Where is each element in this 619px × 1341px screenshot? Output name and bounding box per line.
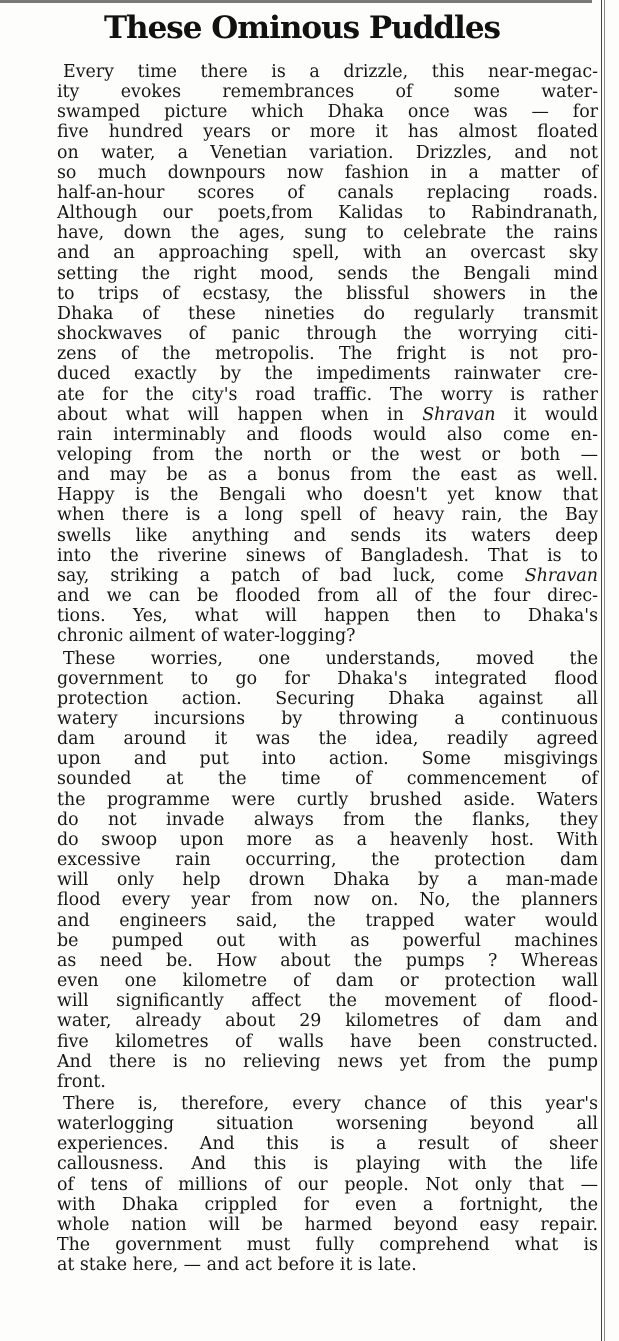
article-line: upon and put into action. Some misgivings — [57, 749, 598, 770]
article-line: so much downpours now fashion in a matter of — [57, 162, 598, 183]
article-line: duced exactly by the impediments rainwater cre- — [57, 364, 598, 385]
article-line: Although our poets,from Kalidas to Rabindranath, — [57, 203, 598, 224]
article-line: ity evokes remembrances of some water- — [57, 82, 598, 103]
article-line: do not invade always from the flanks, they — [57, 809, 598, 830]
article-line: with Dhaka crippled for even a fortnight, the — [57, 1194, 598, 1215]
article-line: ate for the city's road traffic. The worry is rather — [57, 384, 598, 405]
article-line: and engineers said, the trapped water would — [57, 910, 598, 931]
article-line: half-an-hour scores of canals replacing roads. — [57, 182, 598, 203]
article-line: at stake here, — and act before it is late. — [57, 1255, 417, 1276]
article-line: experiences. And this is a result of sheer — [57, 1134, 598, 1155]
article-paragraph — [57, 649, 598, 1092]
article-line: tions. Yes, what will happen then to Dhaka's — [57, 606, 598, 627]
article-line: zens of the metropolis. The fright is not pro- — [57, 344, 598, 365]
article-line: dam around it was the idea, readily agreed — [57, 729, 598, 750]
article-line: Happy is the Bengali who doesn't yet know that — [57, 485, 598, 506]
article-line: watery incursions by throwing a continuous — [57, 709, 598, 729]
article-line: swells like anything and sends its waters deep — [57, 525, 598, 546]
article-line: waterlogging situation worsening beyond all — [57, 1114, 598, 1135]
article-line: Every time there is a drizzle, this near-megac- — [63, 62, 598, 82]
article-line: veloping from the north or the west or both — — [57, 444, 598, 465]
article-line: These worries, one understands, moved the — [63, 648, 598, 669]
top-rule — [0, 0, 592, 3]
article-line: say, striking a patch of bad luck, come Shravan — [57, 565, 598, 586]
article-line: water, already about 29 kilometres of dam and — [57, 1011, 598, 1032]
article-line: to trips of ecstasy, the blissful showers in the — [57, 283, 598, 304]
article-paragraph — [57, 1094, 598, 1275]
article-line: five hundred years or more it has almost floated — [57, 122, 598, 143]
article-line: of tens of millions of our people. Not only that — — [57, 1174, 598, 1195]
article-line: sounded at the time of commencement of — [57, 769, 598, 790]
article-line: There is, therefore, every chance of this year's — [63, 1093, 598, 1114]
article-line: into the riverine sinews of Bangladesh. That is to — [57, 545, 598, 566]
article-line: government to go for Dhaka's integrated flood — [57, 668, 598, 689]
article-line: Dhaka of these nineties do regularly transmit — [57, 303, 598, 324]
article-line: have, down the ages, sung to celebrate the rains — [57, 223, 598, 244]
article-paragraph — [57, 62, 598, 647]
article-line: protection action. Securing Dhaka against all — [57, 688, 598, 709]
article-line: even one kilometre of dam or protection wall — [57, 971, 598, 992]
article-line: excessive rain occurring, the protection dam — [57, 850, 598, 871]
article-body — [57, 62, 598, 1275]
article-line: will only help drown Dhaka by a man-made — [57, 870, 598, 891]
column-rule — [601, 0, 602, 1341]
article-line: whole nation will be harmed beyond easy repair. — [57, 1214, 598, 1235]
article-line: swamped picture which Dhaka once was — for — [57, 102, 598, 123]
article-line: front. — [57, 1071, 106, 1092]
article-line: flood every year from now on. No, the planners — [57, 890, 598, 911]
article-line: five kilometres of walls have been constructed. — [57, 1031, 598, 1052]
article-line: setting the right mood, sends the Bengali mind — [57, 263, 598, 284]
article-line: The government must fully comprehend what is — [57, 1235, 598, 1256]
column-rule-outer — [604, 0, 605, 1341]
article-line: rain interminably and floods would also come en- — [57, 424, 598, 445]
article-line: and we can be flooded from all of the four direc- — [57, 586, 598, 607]
article-line: as need be. How about the pumps ? Whereas — [57, 950, 598, 971]
article-line: and may be as a bonus from the east as well. — [57, 465, 598, 486]
article-line: the programme were curtly brushed aside. Waters — [57, 789, 598, 810]
article-line: will significantly affect the movement of flood- — [57, 991, 598, 1012]
article-line: callousness. And this is playing with the life — [57, 1154, 598, 1175]
article-line: and an approaching spell, with an overcast sky — [57, 243, 598, 264]
article-line: about what will happen when in Shravan it would — [57, 404, 598, 425]
article-line: chronic ailment of water-logging? — [57, 626, 356, 647]
article-line: be pumped out with as powerful machines — [57, 930, 598, 951]
headline: These Ominous Puddles — [103, 10, 501, 46]
article-line: on water, a Venetian variation. Drizzles, and not — [57, 142, 598, 163]
article-line: when there is a long spell of heavy rain, the Bay — [57, 505, 598, 526]
article-line: And there is no relieving news yet from the pump — [57, 1051, 598, 1072]
article-line: shockwaves of panic through the worrying citi- — [57, 324, 598, 345]
article-line: do swoop upon more as a heavenly host. With — [57, 829, 598, 850]
